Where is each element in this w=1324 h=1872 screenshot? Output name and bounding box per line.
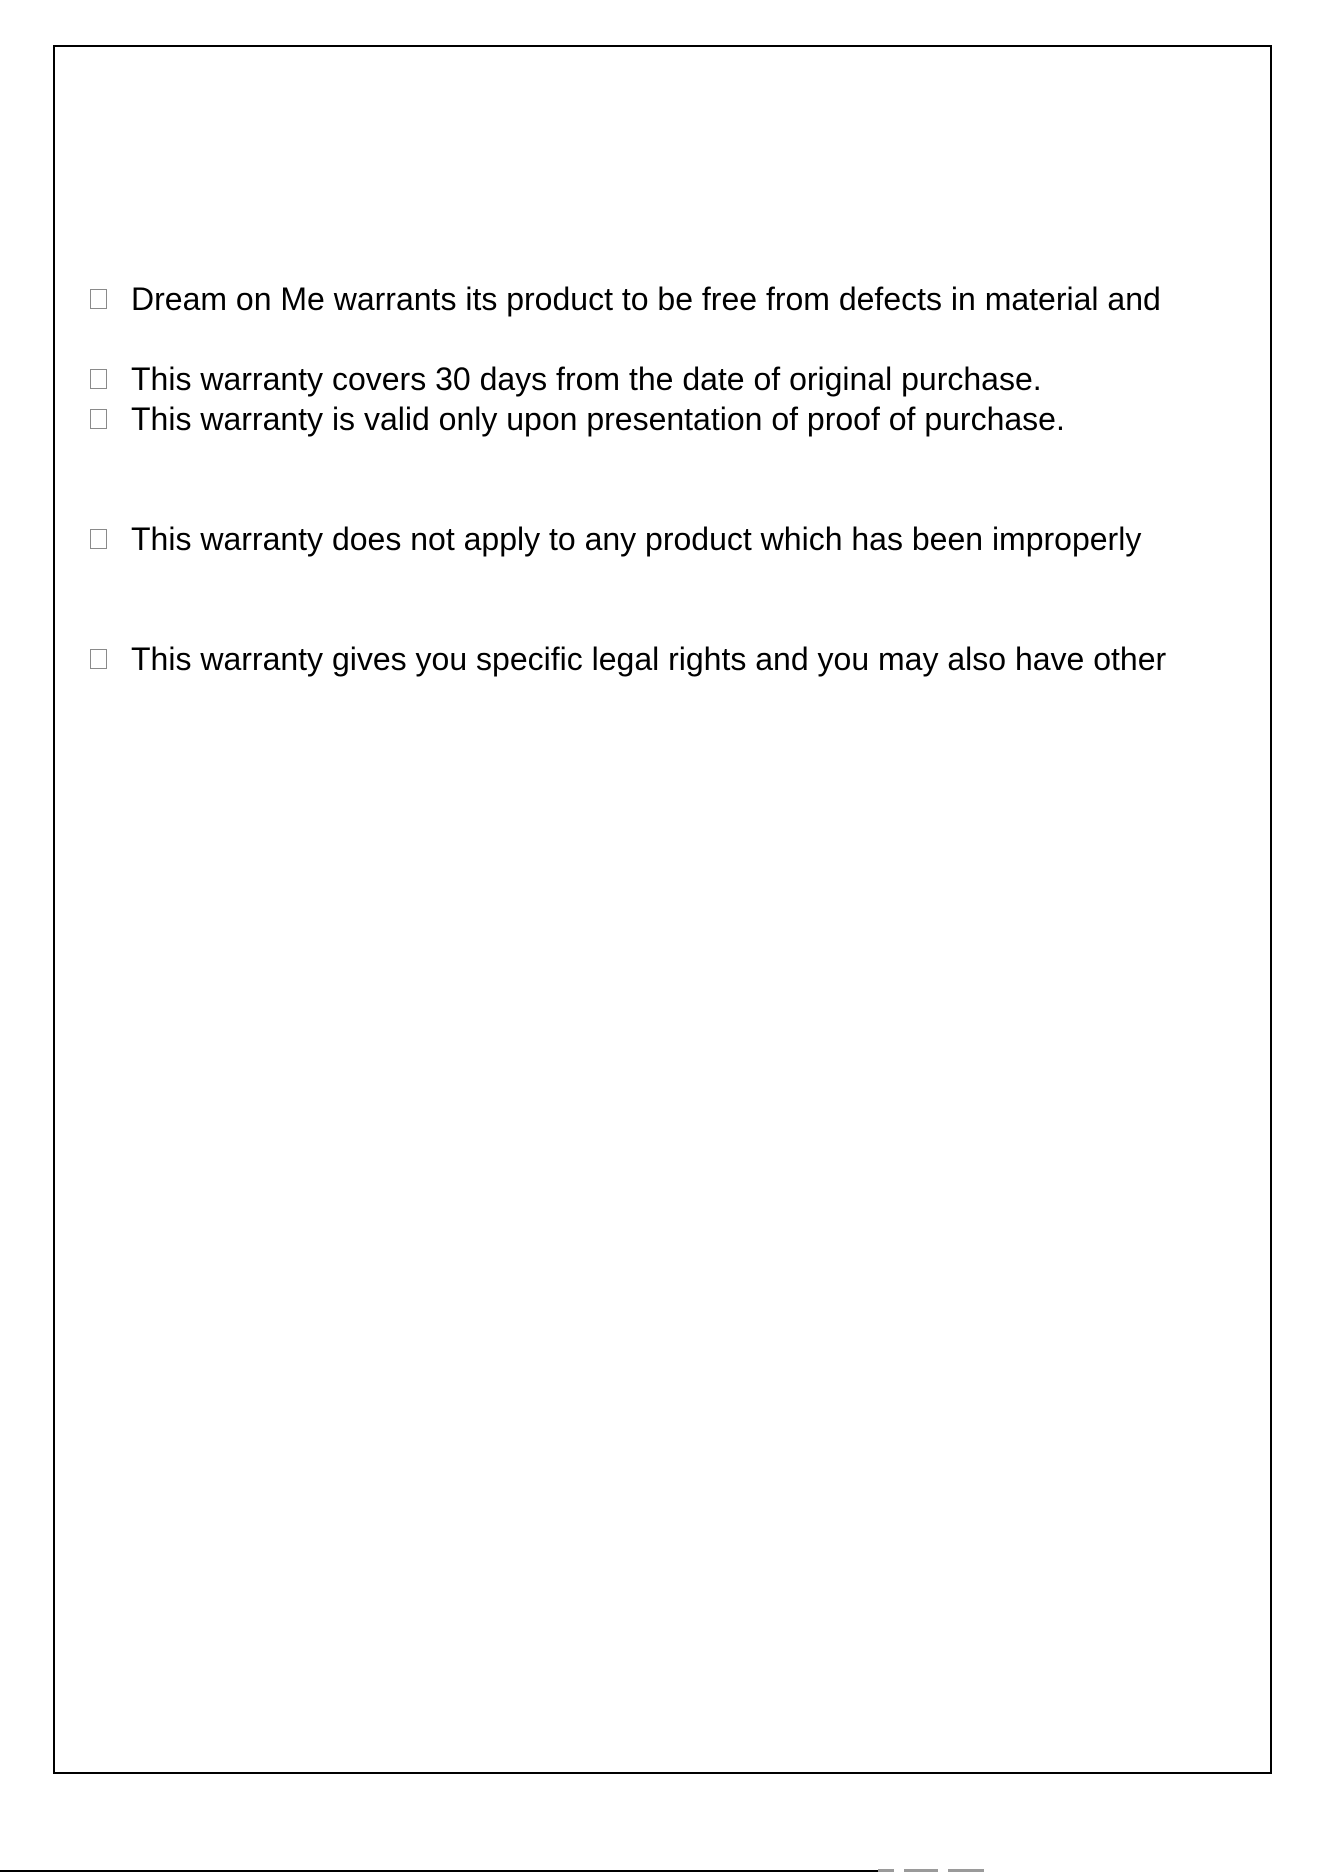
- warranty-line-text: This warranty covers 30 days from the date of original purchase.: [131, 361, 1042, 397]
- checkbox-bullet-icon: [90, 369, 107, 389]
- warranty-line-exclusions: [90, 519, 1141, 559]
- warranty-line-text: This warranty does not apply to any product which has been improperly: [131, 521, 1142, 557]
- warranty-line-defects: [90, 279, 1161, 319]
- checkbox-bullet-icon: [90, 409, 107, 429]
- warranty-line-text: Dream on Me warrants its product to be free from defects in material and: [131, 281, 1161, 317]
- warranty-line-text: This warranty is valid only upon presentation of proof of purchase.: [131, 401, 1065, 437]
- warranty-line-legal-rights: [90, 639, 1166, 679]
- checkbox-bullet-icon: [90, 289, 107, 309]
- checkbox-bullet-icon: [90, 649, 107, 669]
- warranty-line-text: This warranty gives you specific legal rights and you may also have other: [131, 641, 1167, 677]
- warranty-line-proof: [90, 399, 1065, 439]
- checkbox-bullet-icon: [90, 529, 107, 549]
- warranty-line-coverage: [90, 359, 1042, 399]
- scan-artifact: [878, 1867, 1008, 1872]
